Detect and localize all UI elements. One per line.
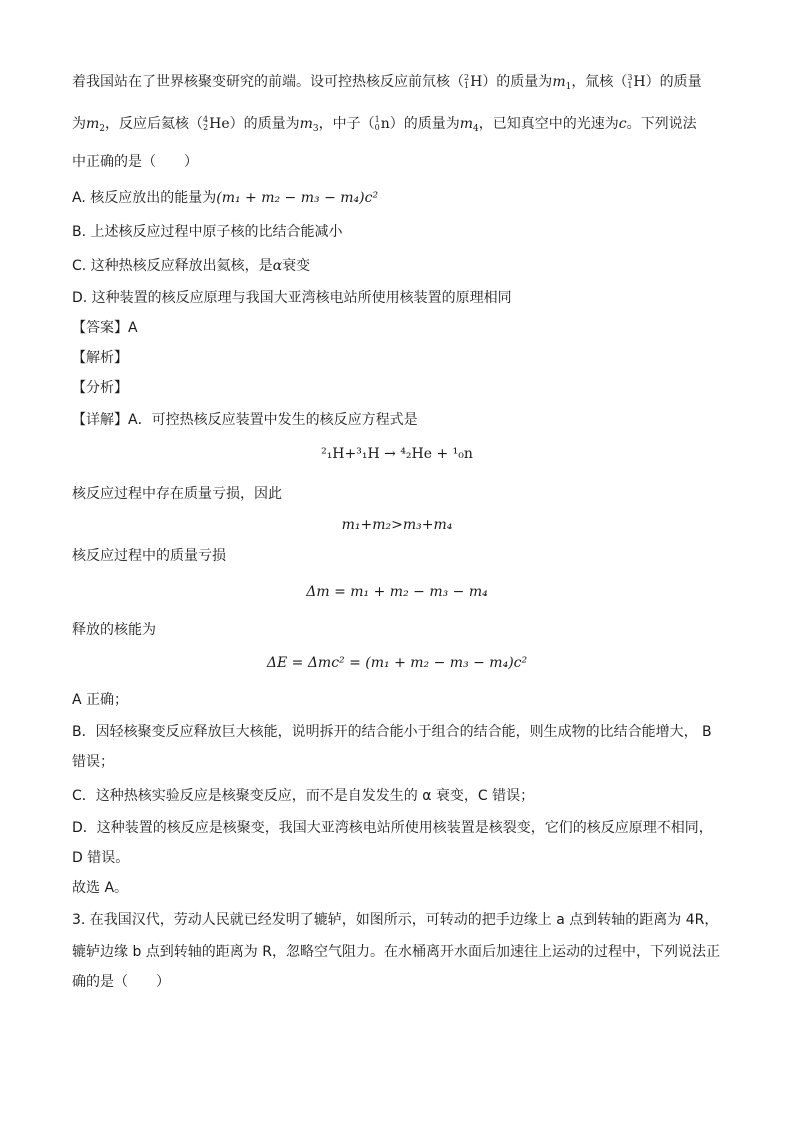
option-d: D. 这种装置的核反应原理与我国大亚湾核电站所使用核装置的原理相同	[72, 290, 512, 306]
explanation-line-6: 错误；	[72, 754, 114, 770]
question-3-line-2: 辘轳边缘 b 点到转轴的距离为 R，忽略空气阻力。在水桶离开水面后加速往上运动的过程中，下列说法正	[72, 944, 720, 960]
equation-reaction: ²₁H+³₁H → ⁴₂He + ¹₀n	[321, 446, 473, 462]
question-stem-line-1	[72, 72, 732, 97]
text: ，反应后氦核（	[105, 116, 204, 132]
detail-line: 【详解】A．可控热核反应装置中发生的核反应方程式是	[72, 412, 418, 428]
text: ）的质量为	[229, 116, 300, 132]
m3-symbol: $m_3$	[299, 116, 319, 134]
text: ，中子（	[318, 116, 375, 132]
text: ，已知真空中的光速为	[478, 116, 619, 132]
answer-label: 【答案】A	[72, 320, 138, 336]
deuterium-symbol: 2 1 H	[464, 73, 483, 90]
option-c	[72, 256, 732, 276]
question-3-line-1: 3. 在我国汉代，劳动人民就已经发明了辘轳，如图所示，可转动的把手边缘上 a 点到转轴的距离为 4R，	[72, 912, 719, 928]
equation-mass-defect: Δm = m₁ + m₂ − m₃ − m₄	[306, 584, 488, 600]
text: 为	[72, 116, 86, 132]
explanation-line-9: D 错误。	[72, 850, 130, 866]
text: 着我国站在了世界核聚变研究的前端。设可控热核反应前氘核（	[72, 74, 464, 90]
alpha-symbol: α	[272, 258, 283, 274]
explanation-line-5: B．因轻核聚变反应释放巨大核能，说明拆开的结合能小于组合的结合能，则生成物的比结合能增大， B	[72, 724, 712, 740]
question-3-line-3: 确的是（ ）	[72, 974, 170, 990]
question-stem-line-2	[72, 114, 732, 139]
analysis-label: 【解析】	[72, 350, 128, 366]
option-b: B. 上述核反应过程中原子核的比结合能减小	[72, 224, 343, 240]
m1-symbol: $m_1$	[552, 74, 572, 92]
c-symbol: c	[618, 116, 627, 132]
option-c-text: C. 这种热核反应释放出氦核，是	[72, 258, 273, 274]
option-a-text: A. 核反应放出的能量为	[72, 190, 217, 206]
text: ）的质量为	[389, 116, 460, 132]
m2-symbol: $m_2$	[86, 116, 106, 134]
explanation-line-2: 核反应过程中的质量亏损	[72, 548, 226, 564]
question-stem-line-3: 中正确的是（ ）	[72, 154, 198, 170]
text: ）的质量为	[482, 74, 553, 90]
tritium-symbol: 3 1 H	[627, 73, 646, 90]
option-c-text-end: 衰变	[282, 258, 311, 274]
explanation-line-8: D．这种装置的核反应是核聚变，我国大亚湾核电站所使用核装置是核裂变，它们的核反应原理不相同，	[72, 820, 713, 836]
fenxi-label: 【分析】	[72, 380, 128, 396]
explanation-line-4: A 正确；	[72, 692, 129, 708]
neutron-symbol: 1 0 n	[374, 115, 390, 132]
helium-symbol: 4 2 He	[203, 115, 230, 132]
text: ）的质量	[645, 74, 702, 90]
equation-mass-inequality: m₁+m₂>m₃+m₄	[341, 517, 453, 533]
option-a-formula: (m₁ + m₂ − m₃ − m₄)c²	[216, 190, 379, 206]
conclusion-line: 故选 A。	[72, 880, 129, 896]
m4-symbol: $m_4$	[459, 116, 479, 134]
explanation-line-7: C．这种热核实验反应是核聚变反应，而不是自发发生的 α 衰变，C 错误；	[72, 788, 535, 804]
option-a	[72, 188, 732, 208]
explanation-line-3: 释放的核能为	[72, 622, 156, 638]
text: ，氚核（	[571, 74, 628, 90]
text: 。下列说法	[626, 116, 697, 132]
equation-energy: ΔE = Δmc² = (m₁ + m₂ − m₃ − m₄)c²	[266, 655, 528, 671]
explanation-line-1: 核反应过程中存在质量亏损，因此	[72, 486, 282, 502]
